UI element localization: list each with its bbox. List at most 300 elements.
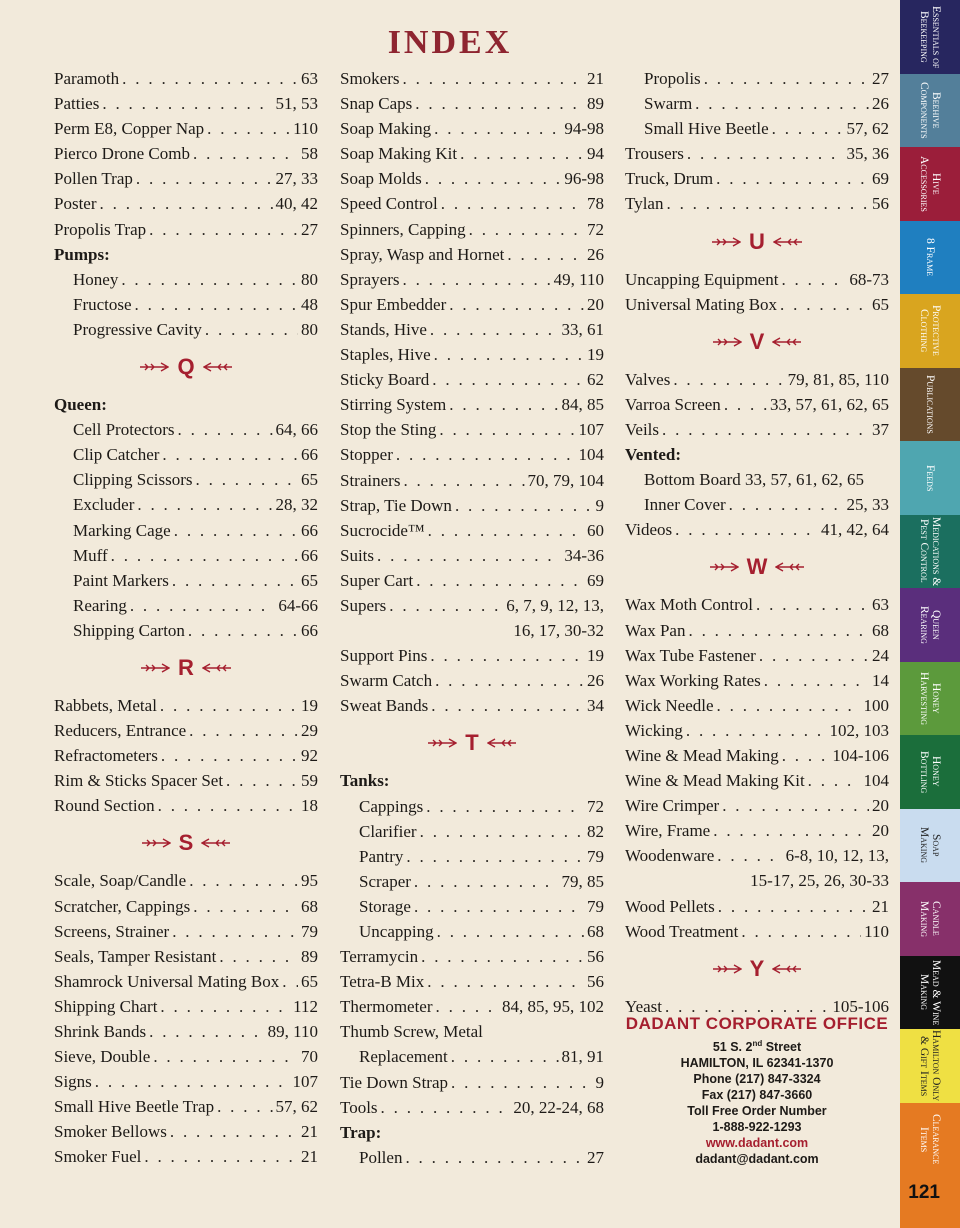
- section-tab[interactable]: [900, 662, 960, 736]
- leader-dots: [808, 768, 861, 793]
- entry-label: Smoker Bellows: [54, 1122, 167, 1142]
- entry-pages: 19: [301, 695, 318, 715]
- entry-label: Staples, Hive: [340, 345, 431, 365]
- leader-dots: [402, 267, 550, 292]
- entry-pages: 18: [301, 796, 318, 816]
- leader-dots: [193, 894, 298, 919]
- entry-label: Wood Pellets: [625, 896, 715, 916]
- index-entry: [54, 1044, 318, 1069]
- entry-pages: 65: [301, 570, 318, 590]
- index-subentry: [54, 593, 318, 618]
- index-entry: [625, 793, 889, 818]
- entry-pages: 65: [301, 971, 318, 991]
- entry-pages: 63: [301, 69, 318, 88]
- index-column-2: [340, 66, 604, 1170]
- entry-pages: 104: [578, 445, 604, 465]
- entry-label: Uncapping: [359, 922, 434, 941]
- entry-label: Muff: [73, 545, 108, 565]
- entry-pages: 84, 85: [561, 395, 604, 415]
- leader-dots: [135, 292, 298, 317]
- entry-label: Storage: [359, 896, 411, 916]
- index-entry: [340, 116, 604, 141]
- entry-pages: 94-98: [564, 119, 604, 139]
- entry-label: Swarm: [644, 94, 693, 114]
- index-entry: [54, 141, 318, 166]
- section-tab-label: Hamilton Only & Gift Items: [918, 1030, 942, 1102]
- index-entry: [54, 919, 318, 944]
- entry-pages: 40, 42: [275, 194, 318, 214]
- index-subentry: [340, 1044, 604, 1069]
- page-title: INDEX: [387, 24, 513, 61]
- entry-label: Thumb Screw, Metal: [340, 1022, 483, 1042]
- index-entry: [340, 1070, 604, 1095]
- letter-heading: [54, 643, 318, 693]
- entry-label: Universal Mating Box: [625, 294, 778, 314]
- entry-label: Spur Embedder: [340, 294, 447, 314]
- entry-label: Spray, Wasp and Hornet: [340, 244, 505, 264]
- entry-label: Thermometer: [340, 997, 433, 1017]
- entry-pages: 21: [301, 1122, 318, 1142]
- ornament-left-icon: [709, 562, 739, 572]
- entry-pages: 94: [587, 144, 604, 164]
- leader-dots: [687, 141, 844, 166]
- section-tab-label: Queen Rearing: [918, 605, 942, 644]
- leader-dots: [451, 1044, 559, 1069]
- entry-pages: 95: [301, 871, 318, 891]
- ornament-left-icon: [140, 663, 170, 673]
- section-tab[interactable]: [900, 368, 960, 442]
- index-entry: [54, 768, 318, 793]
- leader-dots: [414, 869, 559, 894]
- index-entry: [340, 944, 604, 969]
- letter-heading-text: S: [178, 830, 194, 856]
- entry-label: Clip Catcher: [73, 445, 160, 465]
- page-number: 121: [908, 1182, 940, 1203]
- entry-pages: 59: [301, 771, 318, 791]
- index-entry: [340, 66, 604, 91]
- entry-label: Valves: [625, 369, 671, 389]
- leader-dots: [430, 317, 559, 342]
- index-entry: [625, 768, 889, 793]
- leader-dots: [172, 919, 298, 944]
- office-web-link[interactable]: www.dadant.com: [705, 1136, 809, 1151]
- entry-pages: 56: [587, 947, 604, 967]
- index-entry: [54, 994, 318, 1019]
- index-entry: [340, 994, 604, 1019]
- entry-pages: 68-73: [849, 269, 889, 289]
- index-entry: [340, 267, 604, 292]
- entry-label: Strainers: [340, 470, 401, 490]
- ornament-right-icon: [202, 663, 232, 673]
- index-subentry: [54, 467, 318, 492]
- entry-pages: 65: [872, 294, 889, 314]
- entry-pages: 21: [301, 1147, 318, 1167]
- entry-pages: 107: [292, 1072, 318, 1092]
- entry-pages: 6-8, 10, 12, 13,: [785, 846, 889, 866]
- entry-label: Shamrock Universal Mating Box: [54, 971, 280, 991]
- ornament-right-icon: [201, 838, 231, 848]
- entry-pages: 66: [301, 545, 318, 565]
- letter-heading: [625, 944, 889, 994]
- index-subentry: [625, 91, 889, 116]
- entry-label: Wax Tube Fastener: [625, 645, 756, 665]
- index-entry: [340, 442, 604, 467]
- index-entry: [625, 718, 889, 743]
- index-entry: [340, 417, 604, 442]
- leader-dots: [673, 367, 784, 392]
- entry-label: Truck, Drum: [625, 169, 714, 189]
- entry-label: Sticky Board: [340, 370, 430, 390]
- leader-dots: [675, 517, 818, 542]
- entry-label: Trousers: [625, 144, 684, 164]
- section-tab[interactable]: [900, 588, 960, 662]
- entry-label: Cell Protectors: [73, 420, 175, 440]
- index-subentry: [54, 317, 318, 342]
- office-tollfree-label: Toll Free Order Number: [687, 1104, 827, 1119]
- entry-label: Swarm Catch: [340, 671, 433, 691]
- office-street: 51 S. 2nd Street: [712, 1039, 802, 1055]
- index-subentry: [625, 116, 889, 141]
- entry-pages: 81, 91: [561, 1047, 604, 1067]
- index-entry: [625, 191, 889, 216]
- entry-label: Varroa Screen: [625, 394, 721, 414]
- entry-label: Speed Control: [340, 194, 438, 214]
- leader-dots: [381, 1095, 511, 1120]
- index-entry: [54, 166, 318, 191]
- leader-dots: [449, 392, 558, 417]
- entry-pages: 20: [872, 796, 889, 816]
- letter-heading-text: T: [465, 730, 479, 756]
- index-entry: [340, 518, 604, 543]
- entry-pages: 20, 22-24, 68: [513, 1097, 604, 1117]
- index-entry: [625, 919, 889, 944]
- index-subentry: [54, 442, 318, 467]
- index-column-3: [625, 66, 889, 1019]
- entry-pages: 63: [872, 595, 889, 615]
- section-tab[interactable]: [900, 294, 960, 368]
- leader-dots: [772, 116, 844, 141]
- index-subentry: [625, 467, 889, 492]
- entry-label: Uncapping Equipment: [625, 269, 779, 289]
- entry-pages: 70: [301, 1047, 318, 1067]
- letter-heading: [625, 317, 889, 367]
- index-subentry: [340, 894, 604, 919]
- index-entry: [54, 693, 318, 718]
- leader-dots: [121, 267, 298, 292]
- ornament-left-icon: [139, 362, 169, 372]
- entry-label: Stop the Sting: [340, 420, 437, 440]
- index-entry: [54, 66, 318, 91]
- leader-dots: [406, 844, 584, 869]
- leader-dots: [149, 217, 298, 242]
- index-entry: [625, 894, 889, 919]
- index-subentry: [340, 869, 604, 894]
- section-tab[interactable]: [900, 221, 960, 295]
- index-entry: [340, 141, 604, 166]
- section-tab[interactable]: [900, 735, 960, 809]
- leader-dots: [713, 818, 869, 843]
- ornament-left-icon: [711, 237, 741, 247]
- section-tab-label: Honey Harvesting: [918, 671, 942, 725]
- entry-pages: 41, 42, 64: [821, 520, 889, 540]
- entry-pages: 79: [301, 921, 318, 941]
- ornament-right-icon: [775, 562, 805, 572]
- index-entry: [54, 191, 318, 216]
- leader-dots: [460, 141, 584, 166]
- index-entry: [54, 217, 318, 242]
- index-entry: [340, 1095, 604, 1120]
- entry-label: Pollen Trap: [54, 169, 133, 189]
- entry-pages: 27: [587, 1147, 604, 1167]
- entry-pages: 19: [587, 345, 604, 365]
- leader-dots: [756, 592, 869, 617]
- entry-label: Inner Cover: [644, 495, 726, 515]
- entry-label: Smokers: [340, 69, 400, 88]
- entry-label: Bottom Board 33, 57, 61, 62, 65: [644, 470, 865, 490]
- section-tab[interactable]: [900, 882, 960, 956]
- index-subentry: [625, 66, 889, 91]
- index-entry: [340, 91, 604, 116]
- entry-pages: 34: [587, 696, 604, 716]
- leader-dots: [688, 618, 869, 643]
- entry-pages: 34-36: [564, 545, 604, 565]
- leader-dots: [439, 417, 575, 442]
- index-entry: [54, 1119, 318, 1144]
- entry-pages: 9: [595, 1072, 604, 1092]
- index-entry: [54, 743, 318, 768]
- index-entry: [54, 944, 318, 969]
- leader-dots: [441, 191, 584, 216]
- entry-label: Shipping Carton: [73, 620, 185, 640]
- entry-label: Pantry: [359, 846, 404, 866]
- section-tab[interactable]: [900, 0, 960, 74]
- index-entry: [54, 969, 318, 994]
- leader-dots: [432, 367, 584, 392]
- entry-label: Replacement: [359, 1047, 448, 1067]
- entry-pages: 110: [864, 921, 889, 941]
- entry-pages: 89: [587, 94, 604, 114]
- entry-pages: 26: [872, 94, 889, 114]
- leader-dots: [153, 1044, 298, 1069]
- index-entry: [625, 267, 889, 292]
- entry-label: Soap Making Kit: [340, 144, 458, 164]
- entry-label: Wood Treatment: [625, 921, 739, 941]
- entry-pages: 15-17, 25, 26, 30-33: [750, 871, 889, 891]
- section-tab-label: Beehive Components: [918, 81, 942, 139]
- office-fax: Fax (217) 847-3660: [701, 1088, 813, 1103]
- entry-pages: 27: [301, 219, 318, 239]
- entry-pages: 78: [587, 194, 604, 214]
- section-tab-label: Candle Making: [918, 900, 942, 937]
- entry-pages: 21: [872, 896, 889, 916]
- index-subentry: [340, 1145, 604, 1170]
- section-tab[interactable]: [900, 74, 960, 148]
- entry-label: Propolis Trap: [54, 219, 147, 239]
- leader-dots: [666, 191, 869, 216]
- entry-label: Wax Working Rates: [625, 670, 761, 690]
- index-entry: [625, 668, 889, 693]
- index-entry: [54, 91, 318, 116]
- entry-pages: 51, 53: [275, 94, 318, 114]
- entry-pages: 68: [301, 896, 318, 916]
- entry-label: Scratcher, Cappings: [54, 896, 191, 916]
- section-tab[interactable]: [900, 956, 960, 1030]
- section-tab-label: 8 Frame: [924, 238, 936, 277]
- entry-label: Smoker Fuel: [54, 1147, 142, 1167]
- entry-label: Soap Making: [340, 119, 432, 139]
- index-entry-continuation: [625, 868, 889, 893]
- entry-label: Rabbets, Metal: [54, 695, 157, 715]
- entry-label: Tetra-B Mix: [340, 972, 425, 992]
- leader-dots: [100, 191, 273, 216]
- leader-dots: [717, 843, 782, 868]
- entry-label: Strap, Tie Down: [340, 495, 452, 515]
- office-tollfree: 1-888-922-1293: [712, 1120, 802, 1135]
- ornament-right-icon: [772, 964, 802, 974]
- leader-dots: [436, 994, 499, 1019]
- leader-dots: [158, 793, 298, 818]
- index-entry: [340, 969, 604, 994]
- entry-pages: 82: [587, 821, 604, 841]
- entry-pages: 56: [587, 972, 604, 992]
- entry-label: Screens, Strainer: [54, 921, 170, 941]
- entry-pages: 56: [872, 194, 889, 214]
- letter-heading: [625, 542, 889, 592]
- entry-pages: 16, 17, 30-32: [513, 621, 604, 641]
- index-column-1: [54, 66, 318, 1170]
- index-entry: [625, 743, 889, 768]
- entry-pages: 102, 103: [829, 720, 889, 740]
- index-entry: [340, 242, 604, 267]
- section-tab[interactable]: [900, 1103, 960, 1177]
- leader-dots: [144, 1144, 298, 1169]
- leader-dots: [396, 442, 576, 467]
- leader-dots: [196, 467, 299, 492]
- letter-heading-text: Q: [177, 354, 195, 380]
- entry-pages: 62: [587, 370, 604, 390]
- index-subentry: [54, 492, 318, 517]
- letter-heading-text: R: [178, 654, 194, 680]
- entry-label: Sweat Bands: [340, 696, 429, 716]
- entry-pages: 65: [301, 470, 318, 490]
- ornament-right-icon: [487, 738, 517, 748]
- leader-dots: [717, 693, 861, 718]
- entry-label: Cappings: [359, 796, 424, 816]
- index-subentry: [625, 492, 889, 517]
- entry-label: Propolis: [644, 69, 701, 88]
- entry-label: Scale, Soap/Candle: [54, 871, 187, 891]
- leader-dots: [695, 91, 869, 116]
- entry-pages: 33, 57, 61, 62, 65: [770, 394, 889, 414]
- entry-pages: 14: [872, 670, 889, 690]
- leader-dots: [724, 392, 767, 417]
- entry-pages: 20: [872, 821, 889, 841]
- entry-label: Tylan: [625, 194, 664, 214]
- index-group-heading: Vented:: [625, 445, 682, 465]
- section-tab[interactable]: [900, 441, 960, 515]
- entry-label: Scraper: [359, 871, 411, 891]
- entry-label: Small Hive Beetle Trap: [54, 1097, 215, 1117]
- entry-pages: 58: [301, 144, 318, 164]
- leader-dots: [416, 568, 584, 593]
- leader-dots: [716, 166, 869, 191]
- section-tab-label: Soap Making: [918, 827, 942, 864]
- section-tab-label: Medications & Pest Control: [918, 516, 942, 586]
- entry-pages: 79, 81, 85, 110: [787, 369, 889, 389]
- index-subentry: [54, 568, 318, 593]
- entry-label: Pollen: [359, 1147, 403, 1167]
- index-group-heading: Queen:: [54, 395, 107, 415]
- ornament-right-icon: [203, 362, 233, 372]
- leader-dots: [435, 668, 584, 693]
- entry-pages: 79: [587, 896, 604, 916]
- leader-dots: [507, 242, 584, 267]
- leader-dots: [414, 894, 584, 919]
- index-entry: [340, 543, 604, 568]
- leader-dots: [205, 317, 298, 342]
- entry-pages: 49, 110: [553, 269, 604, 289]
- section-tabs: [900, 0, 960, 1228]
- entry-pages: 57, 62: [275, 1097, 318, 1117]
- leader-dots: [137, 492, 272, 517]
- entry-pages: 104: [863, 771, 889, 791]
- entry-pages: 69: [587, 570, 604, 590]
- entry-pages: 66: [301, 445, 318, 465]
- index-entry: [625, 643, 889, 668]
- leader-dots: [217, 1094, 272, 1119]
- letter-heading: [625, 217, 889, 267]
- entry-label: Woodenware: [625, 846, 715, 866]
- entry-label: Round Section: [54, 796, 155, 816]
- index-entry: [625, 618, 889, 643]
- leader-dots: [430, 643, 584, 668]
- entry-label: Perm E8, Copper Nap: [54, 119, 205, 139]
- letter-heading-text: V: [749, 328, 765, 354]
- index-subentry: [54, 417, 318, 442]
- entry-label: Spinners, Capping: [340, 219, 466, 239]
- entry-label: Soap Molds: [340, 169, 422, 189]
- section-tab[interactable]: [900, 809, 960, 883]
- entry-label: Stopper: [340, 445, 393, 465]
- section-tab[interactable]: [900, 1029, 960, 1103]
- entry-label: Patties: [54, 94, 100, 114]
- entry-pages: 6, 7, 9, 12, 13,: [506, 595, 604, 615]
- section-tab[interactable]: [900, 515, 960, 589]
- leader-dots: [434, 116, 561, 141]
- entry-label: Poster: [54, 194, 97, 214]
- office-email-link[interactable]: dadant@dadant.com: [695, 1152, 819, 1167]
- entry-label: Wire Crimper: [625, 796, 720, 816]
- entry-pages: 60: [587, 520, 604, 540]
- index-entry: [625, 141, 889, 166]
- index-entry: [625, 592, 889, 617]
- leader-dots: [102, 91, 272, 116]
- index-entry: [625, 417, 889, 442]
- entry-pages: 80: [301, 269, 318, 289]
- ornament-left-icon: [712, 337, 742, 347]
- section-tab[interactable]: [900, 147, 960, 221]
- entry-pages: 110: [293, 119, 318, 139]
- entry-label: Stirring System: [340, 395, 447, 415]
- leader-dots: [449, 292, 584, 317]
- leader-dots: [451, 1070, 593, 1095]
- leader-dots: [782, 743, 830, 768]
- leader-dots: [282, 969, 298, 994]
- index-subentry: [340, 794, 604, 819]
- entry-pages: 35, 36: [846, 144, 889, 164]
- index-entry: [340, 367, 604, 392]
- index-entry: [54, 1094, 318, 1119]
